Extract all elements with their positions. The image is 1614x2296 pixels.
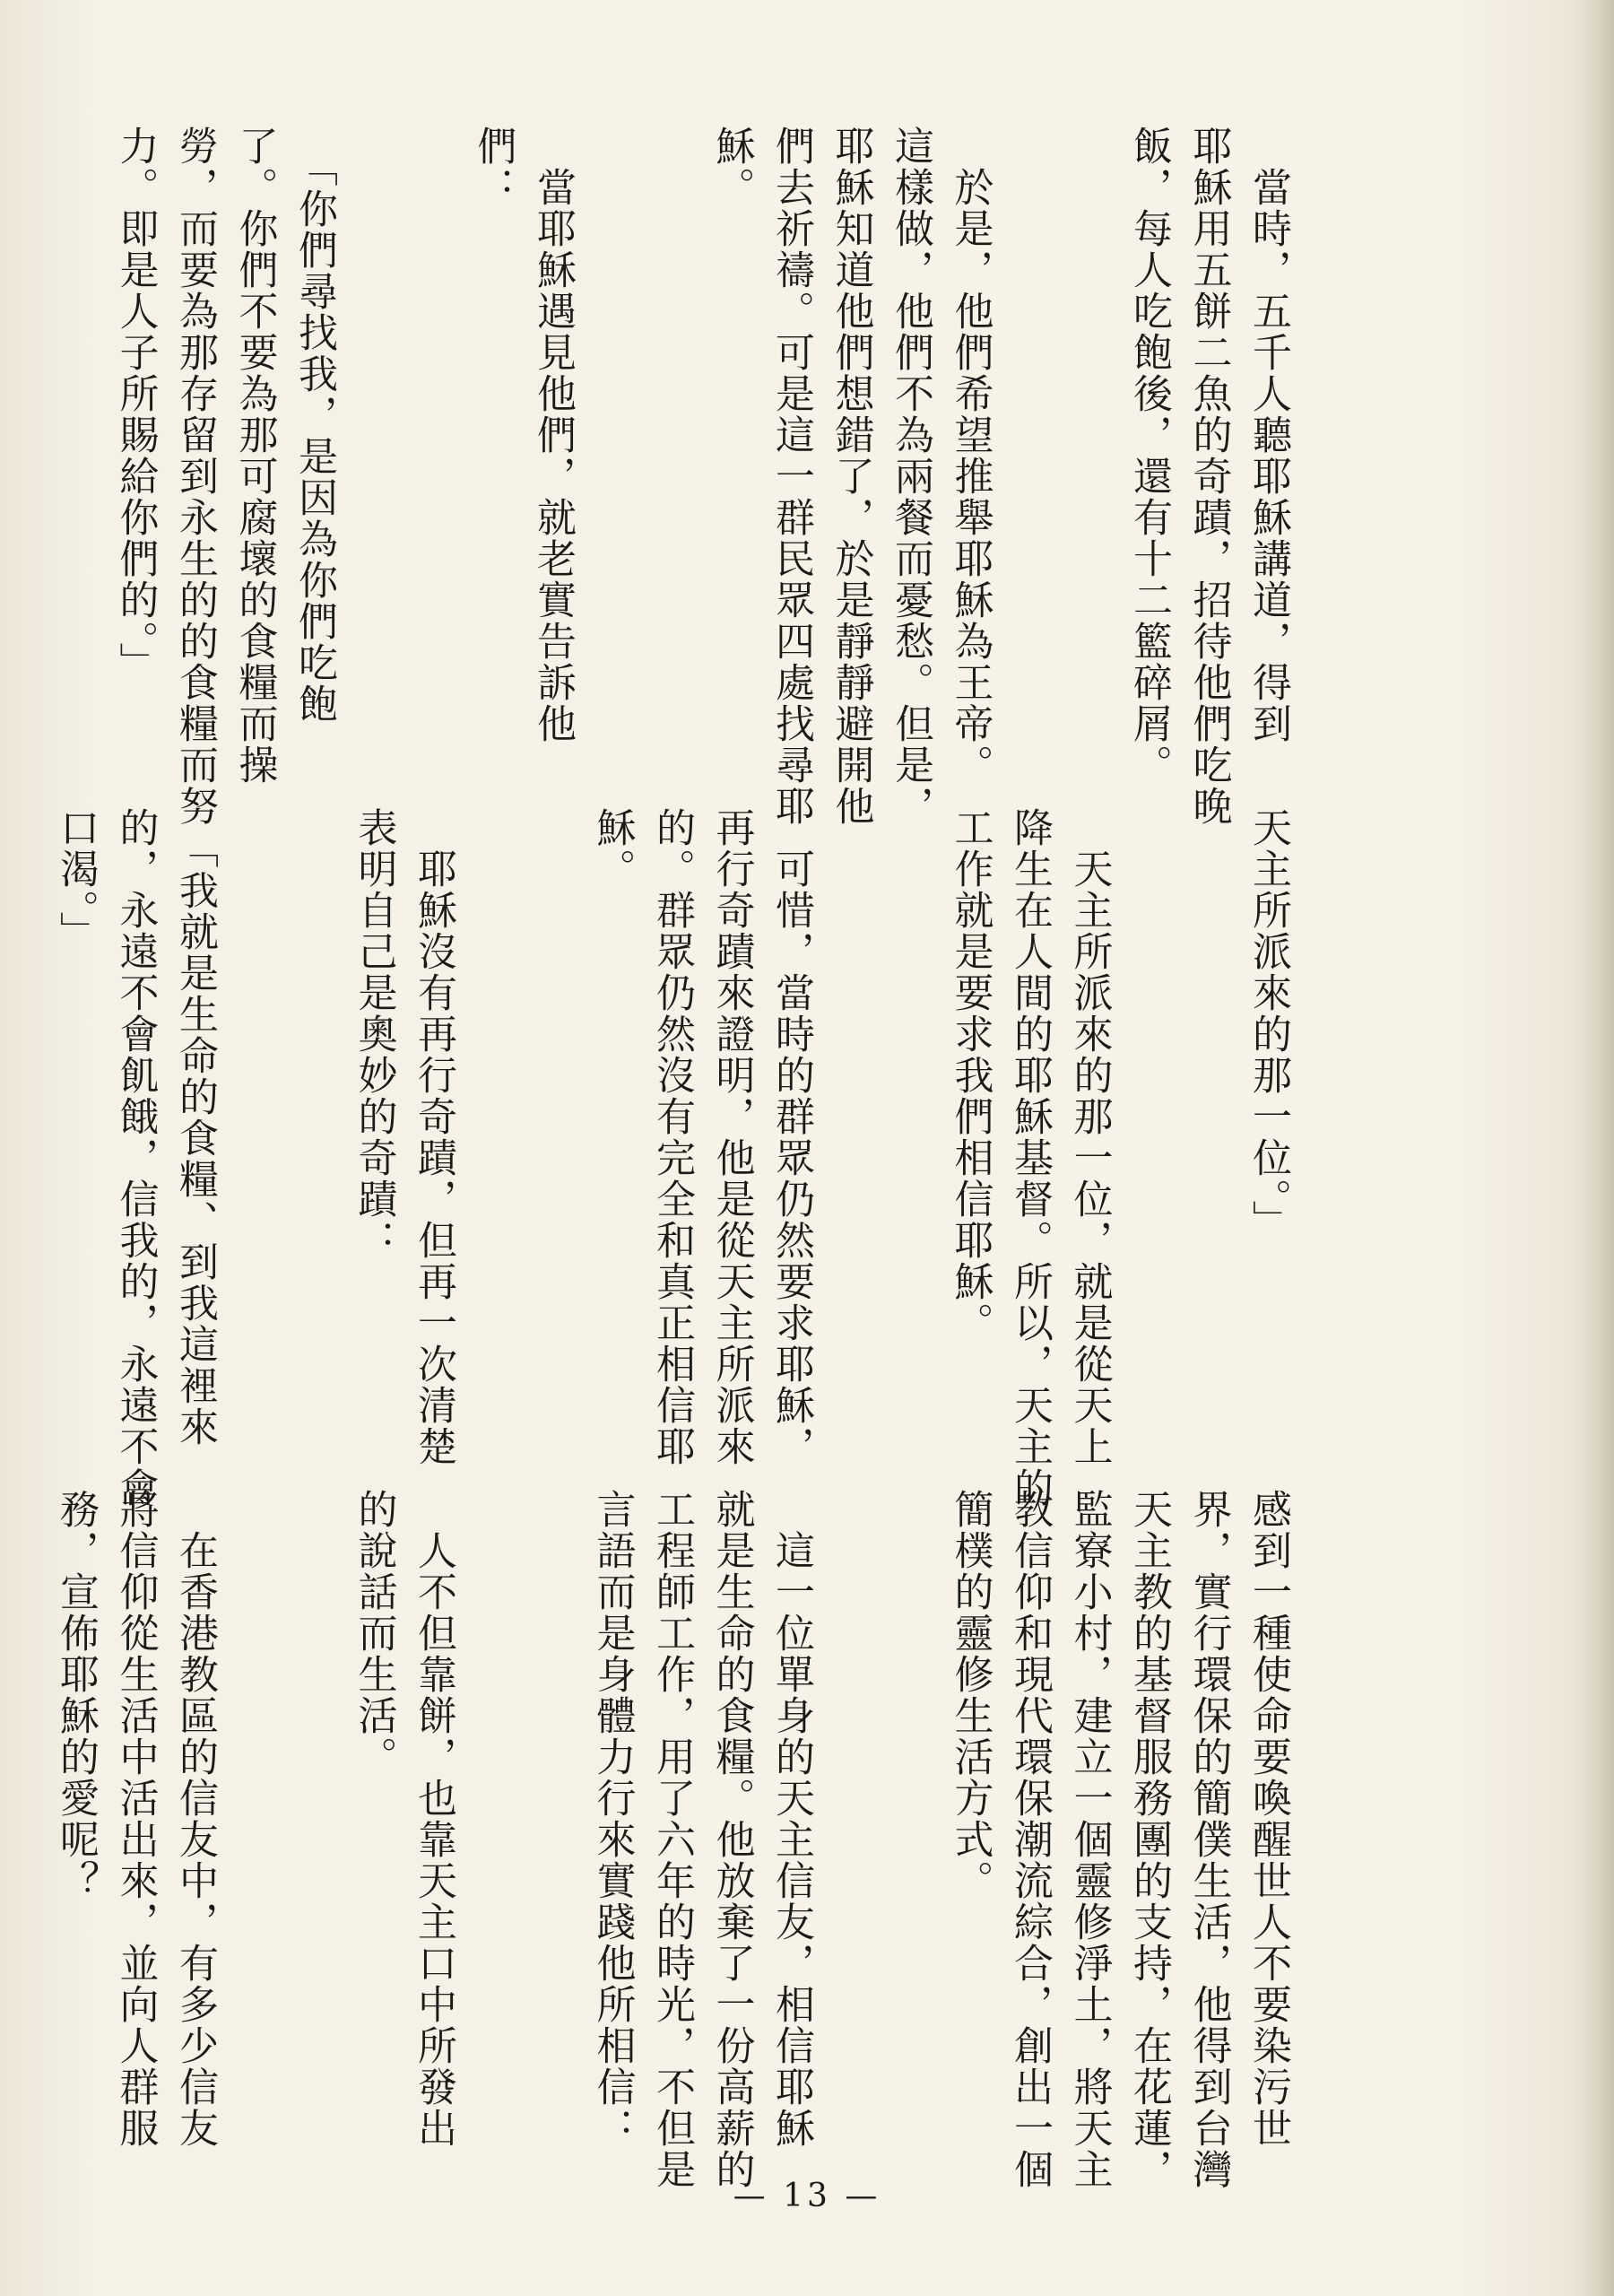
- paragraph: 人不但靠餅，也靠天主口中所發出 的說話而生活。: [351, 1489, 456, 2149]
- paragraph: 耶穌沒有再行奇蹟，但再一次清楚 表明自己是奧妙的奇蹟：: [351, 807, 456, 1467]
- paragraph: 於是，他們希望推舉耶穌為王帝。 這樣做，他們不為兩餐而憂愁。但是， 耶穌知道他們想錯了，於是靜靜避開他 們去祈禱。可是這一群民眾四處找尋耶 穌。: [708, 126, 994, 827]
- article-band-top: [112, 126, 1417, 827]
- quotation: 天主所派來的那一位。」: [1245, 807, 1291, 1241]
- paragraph: 這一位單身的天主信友，相信耶穌 就是生命的食糧。他放棄了一份高薪的 工程師工作，用了六年的時光，不但是 言語而是身體力行來實踐他所相信：: [589, 1489, 814, 2190]
- page-number: — 13 —: [733, 2178, 881, 2214]
- paragraph: 當耶穌遇見他們，就老實告訴他 們：: [470, 126, 576, 744]
- page-spine-shadow: [1573, 0, 1614, 2296]
- article-band-middle: [53, 807, 1417, 1509]
- paragraph: 天主所派來的那一位，就是從天上 降生在人間的耶穌基督。所以，天主的 工作就是要求我們相信耶穌。: [947, 807, 1113, 1509]
- quotation: 「你們尋找我，是因為你們吃飽 了。你們不要為那可腐壞的食糧而操 勞，而要為那存留到永生的的食糧而努 力。即是人子所賜給你們的。」: [112, 126, 337, 827]
- quotation: 「我就是生命的食糧、到我這裡來 的，永遠不會飢餓，信我的，永遠不會 口渴。」: [53, 807, 218, 1509]
- paragraph: 可惜，當時的群眾仍然要求耶穌， 再行奇蹟來證明，他是從天主所派來 的。群眾仍然沒有完全和真正相信耶 穌。: [589, 807, 814, 1467]
- paragraph: 感到一種使命要喚醒世人不要染污世 界，實行環保的簡僕生活，他得到台灣 天主教的基督服務團的支持，在花蓮， 監寮小村，建立一個靈修淨土，將天主 教信仰和現代環保潮流綜合，創出一個 簡樸的靈修生活方式。: [947, 1489, 1291, 2190]
- paragraph: 當時，五千人聽耶穌講道，得到 耶穌用五餅二魚的奇蹟，招待他們吃晚 飯，每人吃飽後，還有十二籃碎屑。: [1126, 126, 1291, 827]
- paragraph: 在香港教區的信友中，有多少信友 將信仰從生活中活出來，並向人群服 務，宣佈耶穌的愛呢？: [53, 1489, 218, 2149]
- article-band-bottom: [53, 1489, 1417, 2190]
